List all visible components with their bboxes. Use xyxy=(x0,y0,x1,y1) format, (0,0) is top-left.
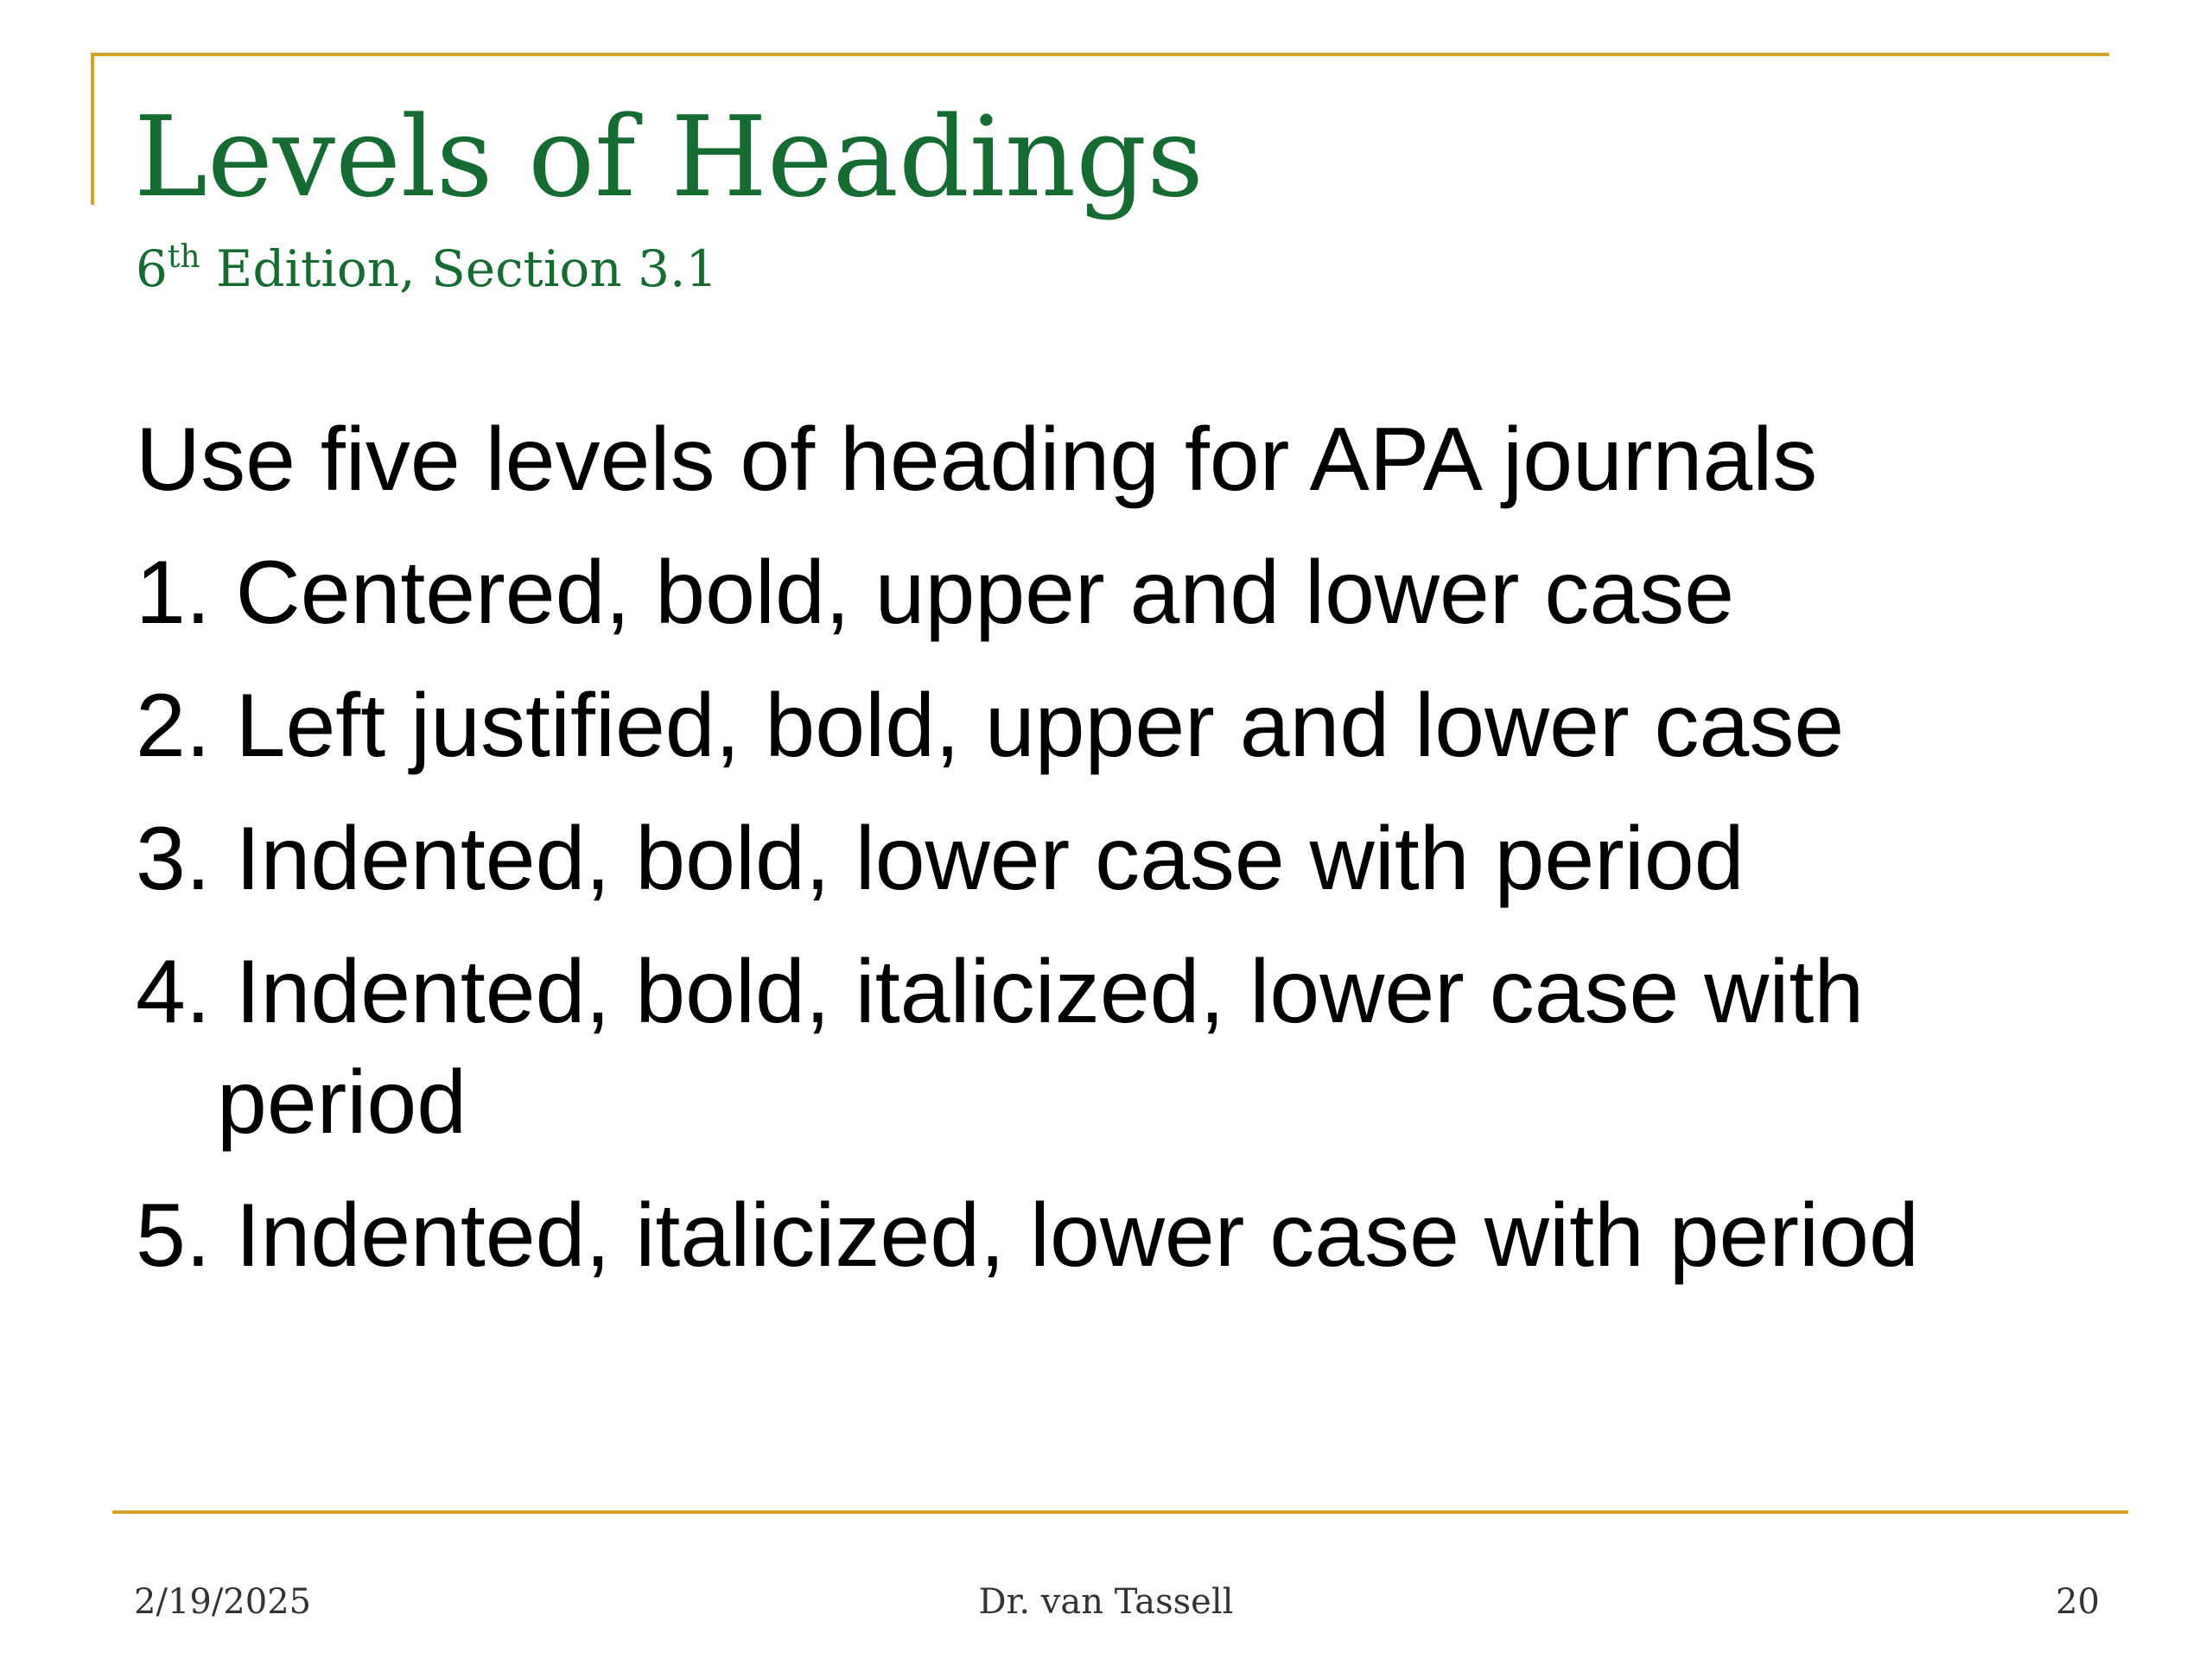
list-item: 2. Left justified, bold, upper and lower case xyxy=(136,676,1845,776)
subtitle-number: 6 xyxy=(136,239,168,298)
page-number: 20 xyxy=(2056,1582,2100,1622)
list-item: 5. Indented, italicized, lower case with period xyxy=(136,1185,1919,1286)
slide-title: Levels of Headings xyxy=(134,93,1204,222)
subtitle-superscript: th xyxy=(167,239,200,275)
left-accent-rule xyxy=(91,53,94,205)
top-accent-rule xyxy=(91,53,2109,56)
slide-body xyxy=(136,404,2088,1313)
list-item: 4. Indented, bold, italicized, lower case with period xyxy=(136,942,1865,1153)
footer-author: Dr. van Tassell xyxy=(978,1582,1234,1622)
list-item: 1. Centered, bold, upper and lower case xyxy=(136,543,1735,643)
footer-accent-rule xyxy=(112,1510,2128,1514)
subtitle-text: Edition, Section 3.1 xyxy=(200,239,718,298)
list-item: 3. Indented, bold, lower case with period xyxy=(136,809,1745,909)
footer-date: 2/19/2025 xyxy=(134,1582,312,1622)
body-intro: Use five levels of heading for APA journals xyxy=(136,410,1818,510)
slide-subtitle xyxy=(136,238,717,299)
